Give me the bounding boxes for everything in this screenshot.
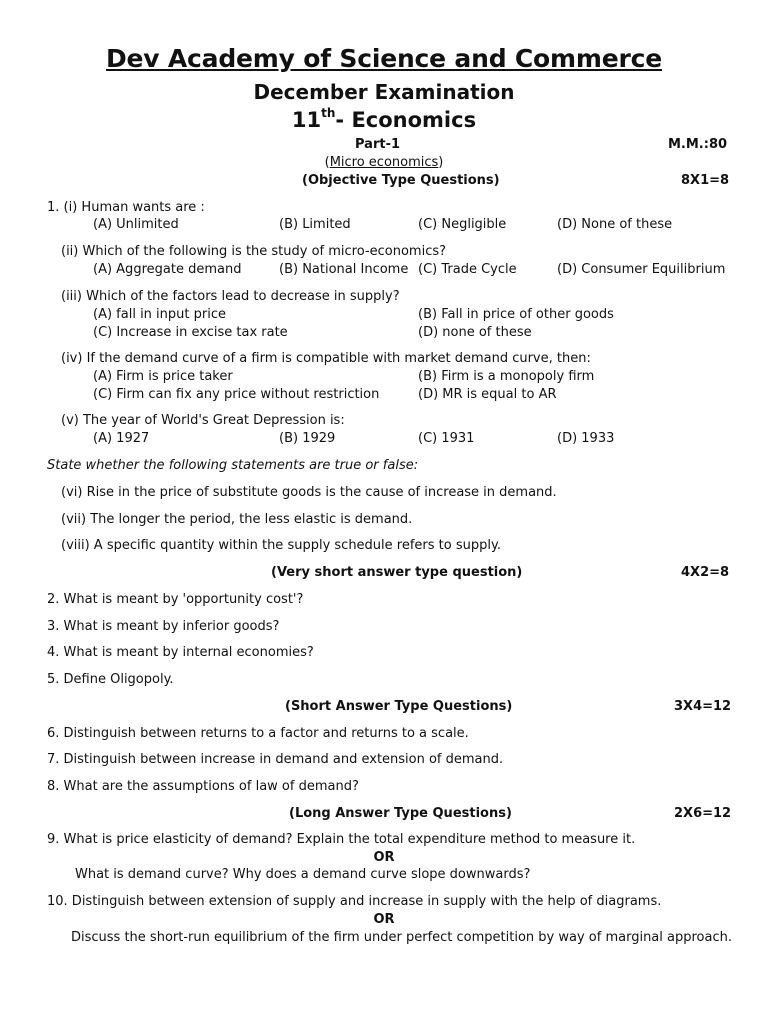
question-1-iii: (iii) Which of the factors lead to decrease in supply? (61, 289, 400, 304)
question-1-v: (v) The year of World's Great Depression is: (61, 413, 345, 428)
class-subject (0, 108, 768, 132)
section-short-marks: 3X4=12 (674, 699, 732, 714)
question-4: 4. What is meant by internal economies? (47, 645, 314, 660)
question-3: 3. What is meant by inferior goods? (47, 619, 280, 634)
question-10-alternative: Discuss the short-run equilibrium of the firm under perfect competition by way of marginal approach. (71, 930, 732, 945)
option: (C) Negligible (418, 217, 507, 232)
school-name: Dev Academy of Science and Commerce (106, 44, 662, 73)
question-10: 10. Distinguish between extension of supply and increase in supply with the help of diagrams. (47, 894, 662, 909)
question-1-vi: (vi) Rise in the price of substitute goods is the cause of increase in demand. (61, 485, 557, 500)
subpart-name: Micro economics (329, 155, 439, 170)
question-1-viii: (viii) A specific quantity within the supply schedule refers to supply. (61, 538, 501, 553)
question-9-or: OR (373, 850, 395, 865)
section-objective-title: (Objective Type Questions) (302, 173, 500, 188)
option: (B) Firm is a monopoly firm (418, 369, 595, 384)
option: (A) Aggregate demand (93, 262, 242, 277)
question-1-ii: (ii) Which of the following is the study of micro-economics? (61, 244, 447, 259)
question-1-iv: (iv) If the demand curve of a firm is compatible with market demand curve, then: (61, 351, 591, 366)
option: (A) Unlimited (93, 217, 179, 232)
subpart-paren-close: ) (438, 155, 444, 170)
question-1-vii: (vii) The longer the period, the less elastic is demand. (61, 512, 413, 527)
section-long-title: (Long Answer Type Questions) (289, 806, 512, 821)
option: (C) 1931 (418, 431, 475, 446)
subpart-label (0, 155, 768, 170)
section-long-marks: 2X6=12 (674, 806, 732, 821)
question-8: 8. What are the assumptions of law of demand? (47, 779, 359, 794)
subject: - Economics (335, 108, 477, 132)
question-7: 7. Distinguish between increase in demand and extension of demand. (47, 752, 504, 767)
option: (A) fall in input price (93, 307, 226, 322)
option: (D) MR is equal to AR (418, 387, 557, 402)
option: (A) Firm is price taker (93, 369, 233, 384)
option: (D) Consumer Equilibrium (557, 262, 726, 277)
option: (B) 1929 (279, 431, 336, 446)
option: (D) None of these (557, 217, 673, 232)
option: (C) Increase in excise tax rate (93, 325, 288, 340)
section-very-short-marks: 4X2=8 (681, 565, 730, 580)
class-suffix: th (321, 106, 336, 120)
option: (B) Limited (279, 217, 351, 232)
option: (B) Fall in price of other goods (418, 307, 614, 322)
question-9-alternative: What is demand curve? Why does a demand curve slope downwards? (75, 867, 531, 882)
question-1-i: 1. (i) Human wants are : (47, 200, 205, 215)
question-9: 9. What is price elasticity of demand? Explain the total expenditure method to measure it. (47, 832, 636, 847)
question-10-or: OR (373, 912, 395, 927)
exam-title: December Examination (253, 80, 515, 104)
section-short-title: (Short Answer Type Questions) (285, 699, 513, 714)
max-marks: M.M.:80 (668, 137, 728, 152)
section-objective-marks: 8X1=8 (681, 173, 730, 188)
true-false-instruction: State whether the following statements are true or false: (47, 458, 419, 473)
option: (C) Trade Cycle (418, 262, 517, 277)
subpart-paren-open: ( (324, 155, 330, 170)
question-2: 2. What is meant by 'opportunity cost'? (47, 592, 304, 607)
question-5: 5. Define Oligopoly. (47, 672, 174, 687)
option: (B) National Income (279, 262, 409, 277)
section-very-short-title: (Very short answer type question) (271, 565, 523, 580)
question-6: 6. Distinguish between returns to a factor and returns to a scale. (47, 726, 469, 741)
option: (C) Firm can fix any price without restriction (93, 387, 380, 402)
class-number: 11 (291, 108, 322, 132)
option: (A) 1927 (93, 431, 150, 446)
option: (D) none of these (418, 325, 532, 340)
option: (D) 1933 (557, 431, 615, 446)
part-label: Part-1 (355, 137, 401, 152)
